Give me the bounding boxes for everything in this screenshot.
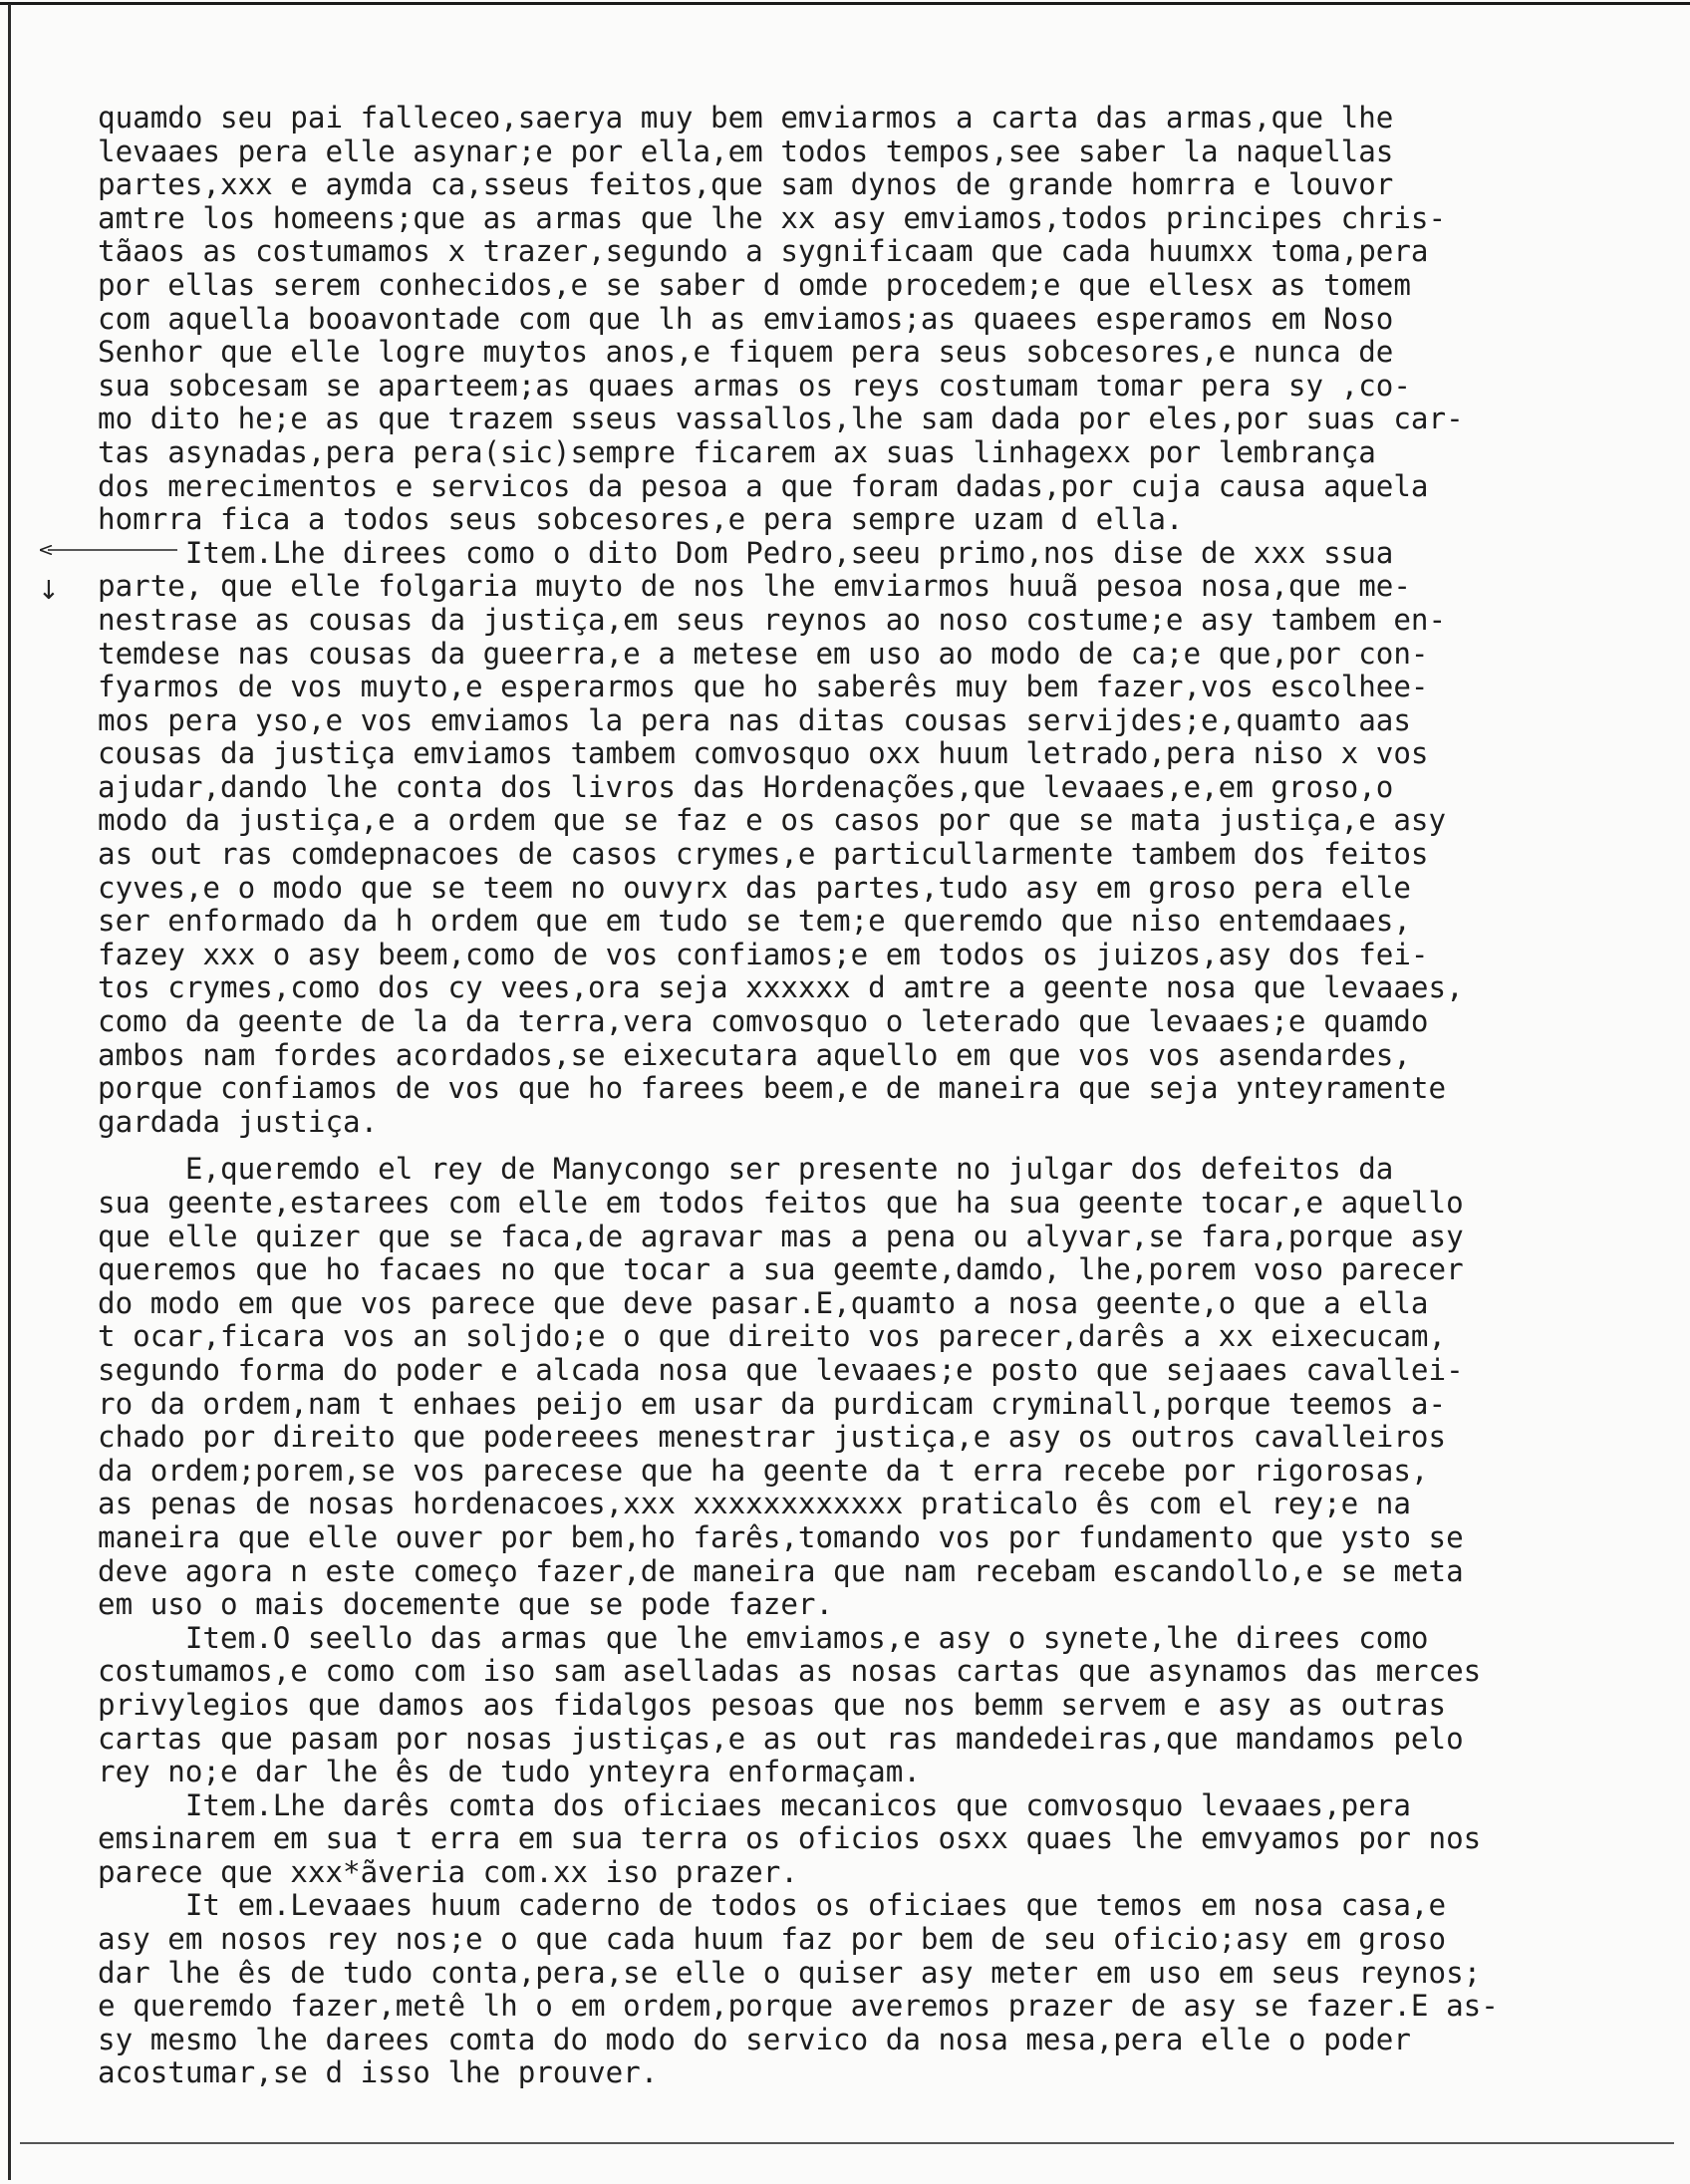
document-body xyxy=(98,102,1672,2090)
text-line: cartas que pasam por nosas justiças,e as out ras mandedeiras,que mandamos pelo xyxy=(98,1721,1464,1756)
text-line: porque confiamos de vos que ho farees beem,e de maneira que seja ynteyramente xyxy=(98,1071,1447,1106)
text-line: mos pera yso,e vos emviamos la pera nas ditas cousas servijdes;e,quamto aas xyxy=(98,702,1411,737)
text-line: parece que xxx*ãveria com.xx iso prazer. xyxy=(98,1854,798,1889)
text-line: cyves,e o modo que se teem no ouvyrx das partes,tudo asy em groso pera elle xyxy=(98,870,1411,905)
text-line: maneira que elle ouver por bem,ho farês,tomando vos por fundamento que ysto se xyxy=(98,1519,1464,1554)
text-line: dos merecimentos e servicos da pesoa a que foram dadas,por cuja causa aquela xyxy=(98,468,1429,503)
text-line: e queremdo fazer,metê lh o em ordem,porque averemos prazer de asy se fazer.E as- xyxy=(98,1989,1499,2024)
text-line: homrra fica a todos seus sobcesores,e pera sempre uzam d ella. xyxy=(98,502,1184,537)
text-line: mo dito he;e as que trazem sseus vassallos,lhe sam dada por eles,por suas car- xyxy=(98,402,1464,436)
text-line: levaaes pera elle asynar;e por ella,em todos tempos,see saber la naquellas xyxy=(98,134,1394,168)
text-line: ambos nam fordes acordados,se eixecutara aquello em que vos vos asendardes, xyxy=(98,1037,1411,1072)
text-line: por ellas serem conhecidos,e se saber d omde procedem;e que ellesx as tomem xyxy=(98,267,1411,302)
text-line: partes,xxx e aymda ca,sseus feitos,que sam dynos de grande homrra e louvor xyxy=(98,167,1394,202)
text-line: da ordem;porem,se vos parecese que ha geente da t erra recebe por rigorosas, xyxy=(98,1453,1429,1488)
text-line: Item.Lhe direes como o dito Dom Pedro,seeu primo,nos dise de xxx ssua xyxy=(98,535,1394,570)
text-line: em uso o mais docemente que se pode fazer. xyxy=(98,1587,834,1622)
text-line: as out ras comdepnacoes de casos crymes,e particullarmente tambem dos feitos xyxy=(98,837,1429,872)
text-line: ser enformado da h ordem que em tudo se tem;e queremdo que niso entemdaaes, xyxy=(98,904,1411,939)
text-line: nestrase as cousas da justiça,em seus reynos ao noso costume;e asy tambem en- xyxy=(98,602,1447,637)
text-line: acostumar,se d isso lhe prouver. xyxy=(98,2055,659,2090)
text-line: sua sobcesam se aparteem;as quaes armas os reys costumam tomar pera sy ,co- xyxy=(98,368,1411,403)
text-line: quamdo seu pai falleceo,saerya muy bem emviarmos a carta das armas,que lhe xyxy=(98,101,1394,135)
text-line: asy em nosos rey nos;e o que cada huum faz por bem de seu oficio;asy em groso xyxy=(98,1922,1447,1957)
text-line: como da geente de la da terra,vera comvosquo o leterado que levaaes;e quamdo xyxy=(98,1004,1429,1039)
text-line: t ocar,ficara vos an soljdo;e o que direito vos parecer,darês a xx eixecucam, xyxy=(98,1319,1447,1354)
text-line: fyarmos de vos muyto,e esperarmos que ho saberês muy bem fazer,vos escolhee- xyxy=(98,670,1429,704)
text-line: chado por direito que podereees menestrar justiça,e asy os outros cavalleiros xyxy=(98,1420,1447,1455)
text-line: com aquella booavontade com que lh as emviamos;as quaees esperamos em Noso xyxy=(98,301,1394,336)
text-line: ajudar,dando lhe conta dos livros das Hordenações,que levaaes,e,em groso,o xyxy=(98,769,1394,804)
text-line: temdese nas cousas da gueerra,e a metese em uso ao modo de ca;e que,por con- xyxy=(98,636,1429,671)
left-border-line xyxy=(8,4,11,2180)
text-line: que elle quizer que se faca,de agravar mas a pena ou alyvar,se fara,porque asy xyxy=(98,1219,1464,1253)
text-line: as penas de nosas hordenacoes,xxx xxxxxxxxxxxx praticalo ês com el rey;e na xyxy=(98,1487,1411,1521)
top-border-line xyxy=(0,2,1690,5)
text-line: E,queremdo el rey de Manycongo ser presente no julgar dos defeitos da xyxy=(98,1152,1394,1187)
text-line: It em.Levaaes huum caderno de todos os oficiaes que temos em nosa casa,e xyxy=(98,1888,1447,1923)
text-line: dar lhe ês de tudo conta,pera,se elle o quiser asy meter em uso em seus reynos; xyxy=(98,1955,1482,1990)
text-line: deve agora n este começo fazer,de maneira que nam recebam escandollo,e se meta xyxy=(98,1553,1464,1588)
text-line: sua geente,estarees com elle em todos feitos que ha sua geente tocar,e aquello xyxy=(98,1186,1464,1220)
text-line: amtre los homeens;que as armas que lhe xx asy emviamos,todos principes chris- xyxy=(98,200,1447,235)
paragraph-gap xyxy=(98,1139,1672,1153)
text-line: Item.Lhe darês comta dos oficiaes mecanicos que comvosquo levaaes,pera xyxy=(98,1787,1411,1822)
text-line: rey no;e dar lhe ês de tudo ynteyra enformaçam. xyxy=(98,1755,921,1789)
text-line: do modo em que vos parece que deve pasar.E,quamto a nosa geente,o que a ella xyxy=(98,1285,1429,1320)
text-line: Senhor que elle logre muytos anos,e fiquem pera seus sobcesores,e nunca de xyxy=(98,335,1394,370)
text-line: tãaos as costumamos x trazer,segundo a sygnificaam que cada huumxx toma,pera xyxy=(98,234,1429,269)
text-line: tas asynadas,pera pera(sic)sempre ficarem ax suas linhagexx por lembrança xyxy=(98,434,1376,469)
text-line: tos crymes,como dos cy vees,ora seja xxxxxx d amtre a geente nosa que levaaes, xyxy=(98,970,1464,1005)
text-line: parte, que elle folgaria muyto de nos lhe emviarmos huuã pesoa nosa,que me- xyxy=(98,569,1411,604)
text-line: privylegios que damos aos fidalgos pesoas que nos bemm servem e asy as outras xyxy=(98,1687,1447,1722)
text-line: Item.O seello das armas que lhe emviamos,e asy o synete,lhe direes como xyxy=(98,1620,1429,1655)
text-line: queremos que ho facaes no que tocar a sua geemte,damdo, lhe,porem voso parecer xyxy=(98,1252,1464,1287)
text-line: sy mesmo lhe darees comta do modo do servico da nosa mesa,pera elle o poder xyxy=(98,2022,1411,2056)
text-line: segundo forma do poder e alcada nosa que levaaes;e posto que sejaaes cavallei- xyxy=(98,1352,1464,1387)
bottom-border-line xyxy=(20,2142,1674,2144)
text-line: gardada justiça. xyxy=(98,1104,379,1139)
margin-check-mark-icon: ↓ xyxy=(38,576,60,606)
text-line: modo da justiça,e a ordem que se faz e os casos por que se mata justiça,e asy xyxy=(98,803,1447,838)
text-line: fazey xxx o asy beem,como de vos confiamos;e em todos os juizos,asy dos fei- xyxy=(98,937,1429,971)
text-line: ro da ordem,nam t enhaes peijo em usar da purdicam cryminall,porque teemos a- xyxy=(98,1386,1447,1421)
text-line: emsinarem em sua t erra em sua terra os oficios osxx quaes lhe emvyamos por nos xyxy=(98,1821,1482,1856)
text-line: cousas da justiça emviamos tambem comvosquo oxx huum letrado,pera niso x vos xyxy=(98,736,1429,771)
text-line: costumamos,e como com iso sam aselladas as nosas cartas que asynamos das merces xyxy=(98,1654,1482,1689)
